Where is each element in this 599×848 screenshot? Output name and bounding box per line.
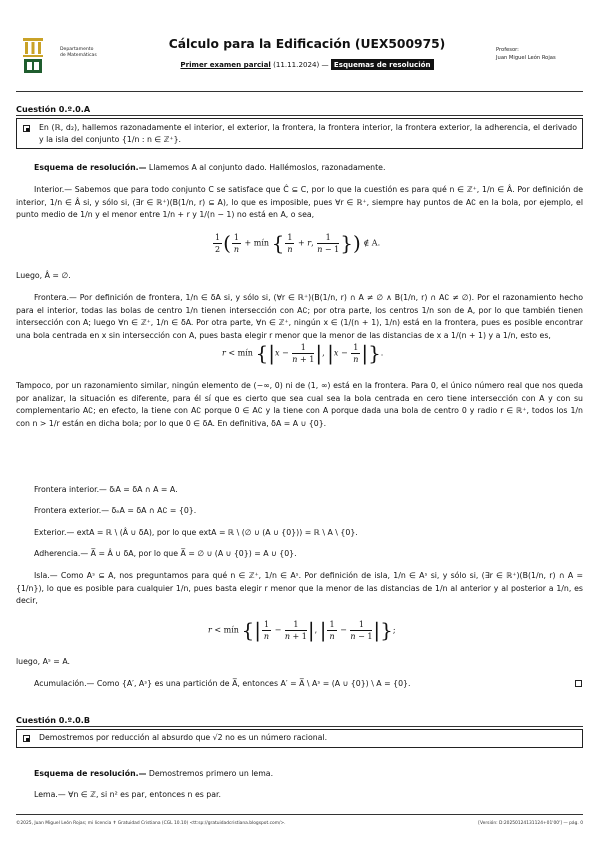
professor-name: Juan Miguel León Rojas — [496, 55, 556, 61]
q2-scheme-text: Demostremos primero un lema. — [146, 769, 274, 778]
dept-line-2: de Matemáticas — [60, 53, 97, 58]
frontera-interior: Frontera interior.— δᵢA = δA ∩ A = A. — [34, 485, 178, 494]
isla-result: luego, Aˢ = A. — [16, 657, 70, 666]
question-2-title: Cuestión 0.º.0.B — [16, 715, 91, 725]
footer-license: ©2025, Juan Miguel León Rojas; mi licencia ✝ Gratuidad Cristiana (CGL 10.10) <tt:sp://gratuidadcristiana.blogspot.com/>. — [16, 821, 286, 826]
page-footer — [16, 821, 583, 826]
equation-1-tail: ∉ A. — [363, 238, 381, 248]
document-subtitle — [150, 60, 464, 69]
document-title: Cálculo para la Edificación (UEX500975) — [168, 37, 446, 51]
exam-name: Primer examen parcial — [180, 60, 271, 69]
university-logo-icon — [22, 38, 44, 74]
professor-label: Profesor: — [496, 47, 519, 53]
header-divider — [16, 91, 583, 92]
frontera-exterior: Frontera exterior.— δₑA = δA ∩ A∁ = {0}. — [34, 506, 197, 515]
question-1-statement-box — [16, 118, 583, 149]
document-type-badge: Esquemas de resolución — [331, 59, 434, 70]
paragraph-frontera: Frontera.— Por definición de frontera, 1/n ∈ δA si, y sólo si, (∀r ∈ ℝ⁺)(B(1/n, r) ∩ A ≠ ∅ ∧ B(1/n, r) ∩ A∁ ≠ ∅). Por el razonamiento hecho para el interior, todas las bolas de centro 1/n tienen intersección con A∁; por otra parte, los centros 1/n son de A, por lo que también tienen intersección con A; luego ∀n ∈ ℤ⁺, 1/n ∈ δA. Por otra parte, ∀n ∈ ℤ⁺, ningún x ∈ (1/(n + 1), 1/n) está en la frontera, pues es posible encontrar una bola centrada en x sin intersección con A, pues basta elegir r menor que la menor de las distancias de x a 1/(n + 1) y a 1/n, esto es, — [16, 293, 583, 340]
department-label — [60, 47, 97, 59]
question-1-rule — [16, 115, 583, 116]
footer-version-page: [Versión: D:20250124131124+01'00'] — pág. 0 — [478, 821, 583, 826]
lemma-statement: Lema.— ∀n ∈ ℤ, si n² es par, entonces n es par. — [34, 790, 221, 799]
exterior-result: Exterior.— extA = ℝ \ (Â ∪ δA), por lo que extA = ℝ \ (∅ ∪ (A ∪ {0})) = ℝ \ A \ {0}. — [34, 528, 358, 537]
scheme-label: Esquema de resolución.— — [34, 163, 147, 172]
interior-result: Luego, Â = ∅. — [16, 271, 71, 280]
exam-date: (11.11.2024) — — [273, 60, 329, 69]
equation-distance: r < mín {|x − $\frac{1}{n + 1}$ |, |x − $\frac{1}{n}$ |}. — [222, 341, 384, 365]
equation-midpoint: $\frac{1}{2}$ ( $\frac{1}{n}$ + mín { $\frac{1}{n}$ + r, $\frac{1}{n - 1}$ }) ∉ A. — [215, 231, 381, 255]
adherencia-result: Adherencia.— A̅ = Â ∪ δA, por lo que A̅ = ∅ ∪ (A ∪ {0}) = A ∪ {0}. — [34, 549, 297, 558]
professor-info — [496, 46, 556, 62]
paragraph-tampoco: Tampoco, por un razonamiento similar, ningún elemento de (−∞, 0) ni de (1, ∞) está en la frontera. Para 0, el único número real que nos queda por analizar, la situación es diferente, para él sí que es cierto que sea cual sea la bola centrada en cero tiene intersección con A y con su complementario A∁; en efecto, la tiene con A∁ porque 0 ∈ A∁ y la tiene con A porque dada una bola de centro 0 y radio r ∈ ℝ⁺, todos los 1/n con n > 1/r están en dicha bola; por lo que 0 ∈ δA. En definitiva, δA = A ∪ {0}. — [16, 381, 583, 428]
footer-divider — [16, 814, 583, 815]
question-2-statement-box — [16, 729, 583, 748]
paragraph-interior: Interior.— Sabemos que para todo conjunto C se satisface que Ĉ ⊆ C, por lo que la cuestión es para qué n ∈ ℤ⁺, 1/n ∈ Â. Por definición de interior, 1/n ∈ Â si, y sólo si, (∃r ∈ ℝ⁺)(B(1/n, r) ⊆ A), lo que es imposible, pues ∀r ∈ ℝ⁺, siempre hay puntos de A∁ en la bola, por ejemplo, el punto medio de 1/n y el menor entre 1/n + r y 1/(n − 1) no está en A, o sea, — [16, 185, 583, 220]
qed-square-icon — [575, 680, 582, 687]
question-2-rule — [16, 726, 583, 727]
question-2-statement: Demostremos por reducción al absurdo que √2 no es un número racional. — [39, 733, 328, 742]
acumulacion-result: Acumulación.— Como {A′, Aˢ} es una partición de A̅, entonces A′ = A̅ \ Aˢ = (A ∪ {0}) \ A = {0}. — [34, 679, 411, 688]
question-1-title: Cuestión 0.º.0.A — [16, 104, 91, 114]
dept-line-1: Departamento — [60, 47, 94, 52]
q2-solution-scheme-intro — [16, 768, 583, 781]
scheme-text: Llamemos A al conjunto dado. Hallémoslos, razonadamente. — [146, 163, 386, 172]
question-1-statement: En (ℝ, d₂), hallemos razonadamente el interior, el exterior, la frontera, la frontera interior, la frontera exterior, la adherencia, el derivado y la isla del conjunto {1/n : n ∈ ℤ⁺}. — [39, 123, 577, 144]
equation-isla: r < mín {| $\frac{1}{n}$ − $\frac{1}{n + 1}$ |, | $\frac{1}{n}$ − $\frac{1}{n - 1}$ |}; — [208, 618, 396, 642]
solution-scheme-intro — [16, 162, 583, 175]
statement-bullet-icon — [23, 735, 30, 742]
statement-bullet-icon — [23, 125, 30, 132]
q2-scheme-label: Esquema de resolución.— — [34, 769, 147, 778]
paragraph-isla: Isla.— Como Aˢ ⊆ A, nos preguntamos para qué n ∈ ℤ⁺, 1/n ∈ Aˢ. Por definición de isla, 1/n ∈ Aˢ si, y sólo si, (∃r ∈ ℝ⁺)(B(1/n, r) ∩ A = {1/n}), lo que es posible para cualquier 1/n, pues basta elegir r menor que la menor de las distancias de 1/n al anterior y al posterior a 1/n, es decir, — [16, 571, 583, 606]
